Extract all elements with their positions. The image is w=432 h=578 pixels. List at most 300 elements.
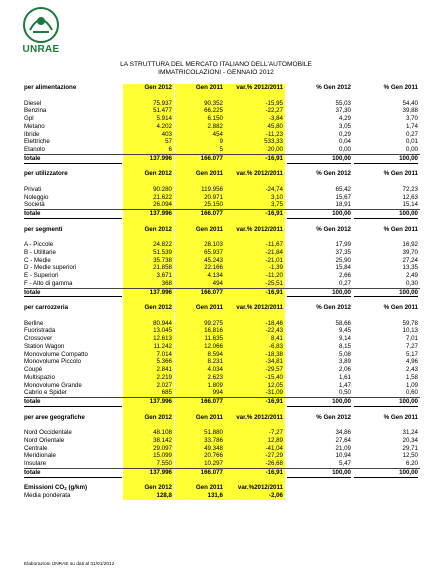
table-row xyxy=(24,131,420,139)
unrae-emblem-icon xyxy=(22,6,60,44)
column-header: % Gen 2012 xyxy=(316,84,351,91)
row-value: 11.635 xyxy=(175,335,225,343)
highlight-fill xyxy=(225,296,285,304)
highlight-fill xyxy=(225,233,285,241)
spacer-row xyxy=(24,477,420,485)
row-value: 4,29 xyxy=(338,115,351,122)
row-value: 38.142 xyxy=(123,437,174,445)
row-value: 90.280 xyxy=(123,186,174,194)
row-value: 4.134 xyxy=(175,272,225,280)
row-value: 5,47 xyxy=(338,460,351,467)
row-value: 35.738 xyxy=(123,257,174,265)
row-value: 1,58 xyxy=(405,373,418,381)
row-value: 15,14 xyxy=(402,201,418,209)
row-value: 9 xyxy=(175,138,225,146)
column-header: Gen 2011 xyxy=(175,304,225,312)
highlight-fill xyxy=(123,178,174,186)
table-row xyxy=(24,374,420,382)
row-label: Diesel xyxy=(24,99,42,107)
row-value: 2.882 xyxy=(175,123,225,131)
row-value: 4,96 xyxy=(405,358,418,366)
highlight-fill xyxy=(175,92,225,100)
row-value: 51.880 xyxy=(175,429,225,437)
spacer-row xyxy=(24,163,420,171)
row-value: 0,00 xyxy=(338,146,351,153)
section-header xyxy=(24,84,420,92)
row-value: -21,01 xyxy=(225,257,285,265)
table-row xyxy=(24,389,420,397)
total-row xyxy=(24,154,420,163)
row-value: 2.219 xyxy=(123,374,174,382)
row-label: E - Superiori xyxy=(24,272,59,279)
row-value: 12,63 xyxy=(402,193,418,201)
row-value: 2,06 xyxy=(338,366,351,373)
emissions-row xyxy=(24,492,420,500)
row-value: -24,74 xyxy=(225,186,285,194)
row-value: 1,74 xyxy=(405,122,418,130)
table-row xyxy=(24,320,420,328)
row-value: -11,23 xyxy=(225,131,285,139)
highlight-fill xyxy=(175,406,225,414)
total-value: 166.077 xyxy=(175,289,225,297)
highlight-fill xyxy=(225,477,285,485)
market-structure-table xyxy=(24,84,420,500)
row-value: 7.550 xyxy=(123,460,174,468)
spacer-row xyxy=(24,233,420,241)
column-header: Gen 2012 xyxy=(123,84,174,92)
highlight-fill xyxy=(225,406,285,414)
row-value: 80.944 xyxy=(123,320,174,328)
total-value: 137.996 xyxy=(123,210,174,218)
column-header: % Gen 2011 xyxy=(383,84,418,91)
highlight-fill xyxy=(123,233,174,241)
row-label: Nord Orientale xyxy=(24,436,65,444)
row-value: 0,27 xyxy=(405,130,418,138)
total-row xyxy=(24,288,420,297)
row-value: 8,41 xyxy=(225,335,285,343)
section-header xyxy=(24,304,420,312)
column-header: Gen 2012 xyxy=(123,304,174,312)
row-label: Centrale xyxy=(24,444,48,452)
row-value: 0,50 xyxy=(338,389,351,397)
row-value: 12,50 xyxy=(402,452,418,460)
row-label: Coupé xyxy=(24,366,43,373)
row-value: 10,94 xyxy=(335,452,351,460)
row-value: 0,29 xyxy=(338,130,351,138)
table-row xyxy=(24,366,420,374)
total-label: totale xyxy=(24,210,122,219)
column-header: % Gen 2011 xyxy=(383,413,418,421)
row-label: Berline xyxy=(24,319,44,327)
row-value: 20,00 xyxy=(225,146,285,154)
table-row xyxy=(24,280,420,288)
total-label: totale xyxy=(24,398,122,407)
row-value: 66.225 xyxy=(175,107,225,115)
highlight-fill xyxy=(175,178,225,186)
row-value: -26,68 xyxy=(225,460,285,468)
row-value: 0,04 xyxy=(338,138,351,146)
row-label: Noleggio xyxy=(24,193,49,201)
row-value: 27,64 xyxy=(335,436,351,444)
table-row xyxy=(24,115,420,123)
row-value: -22,27 xyxy=(225,107,285,115)
row-value: 27,24 xyxy=(402,256,418,264)
highlight-fill xyxy=(175,163,225,171)
row-value: -3,84 xyxy=(225,115,285,123)
spacer-row xyxy=(24,92,420,100)
row-label: Media ponderata xyxy=(24,492,71,499)
row-value: 7,27 xyxy=(405,342,418,350)
row-value: -6,83 xyxy=(225,343,285,351)
row-label: Monovolume Compatto xyxy=(24,350,88,358)
highlight-fill xyxy=(123,163,174,171)
table-row xyxy=(24,460,420,468)
row-value: 51.539 xyxy=(123,249,174,257)
row-value: 5.914 xyxy=(123,115,174,123)
total-label: totale xyxy=(24,469,122,478)
highlight-fill xyxy=(225,92,285,100)
row-value: 4.202 xyxy=(123,123,174,131)
total-value: 166.077 xyxy=(175,469,225,477)
row-label: Multispazio xyxy=(24,373,55,381)
row-value: -15,40 xyxy=(225,374,285,382)
spacer-row xyxy=(24,218,420,226)
section-label: per aree geografiche xyxy=(24,413,85,421)
table-row xyxy=(24,241,420,249)
table-row xyxy=(24,146,420,154)
total-value: 100,00 xyxy=(287,469,351,478)
column-header: Gen 2012 xyxy=(123,484,174,492)
report-title: LA STRUTTURA DEL MERCATO ITALIANO DELL'AUTOMOBILE xyxy=(120,61,312,68)
row-value: 8,15 xyxy=(338,342,351,350)
row-value: 1.809 xyxy=(175,382,225,390)
row-value: 3,05 xyxy=(338,122,351,130)
row-value: -15,95 xyxy=(225,100,285,108)
total-value: 166.077 xyxy=(175,210,225,218)
row-value: 24.822 xyxy=(123,241,174,249)
table-row xyxy=(24,264,420,272)
table-row xyxy=(24,194,420,202)
total-value: 100,00 xyxy=(287,155,351,164)
column-header: Gen 2012 xyxy=(123,226,174,234)
row-value: 99.275 xyxy=(175,320,225,328)
row-value: 7.014 xyxy=(123,351,174,359)
row-value: 29,71 xyxy=(402,444,418,452)
row-value: 3,89 xyxy=(338,358,351,366)
row-value: 5,17 xyxy=(405,350,418,358)
total-value: 100,00 xyxy=(354,469,418,478)
total-value: 137.996 xyxy=(123,469,174,477)
emissions-label xyxy=(24,484,122,492)
row-value: 9,14 xyxy=(338,335,351,342)
table-row xyxy=(24,107,420,115)
row-value: 9,45 xyxy=(338,327,351,335)
spacer-row xyxy=(24,406,420,414)
row-value: 7,01 xyxy=(405,335,418,342)
row-value: 2.841 xyxy=(123,366,174,374)
column-header: var.% 2012/2011 xyxy=(225,304,285,312)
highlight-fill xyxy=(123,312,174,320)
highlight-fill xyxy=(175,233,225,241)
row-value: 31,24 xyxy=(402,429,418,436)
row-value: 0,01 xyxy=(405,138,418,146)
total-value: -16,91 xyxy=(225,289,285,297)
table-row xyxy=(24,437,420,445)
emissions-label-subscript: 2 xyxy=(64,486,67,492)
row-value: 54,40 xyxy=(402,99,418,107)
row-value: 13.045 xyxy=(123,327,174,335)
total-value: 100,00 xyxy=(287,210,351,219)
table-row xyxy=(24,272,420,280)
total-value: -16,91 xyxy=(225,398,285,406)
row-value: 3,75 xyxy=(225,201,285,209)
row-value: 39,70 xyxy=(402,248,418,256)
section-header xyxy=(24,414,420,422)
row-value: -18,38 xyxy=(225,351,285,359)
row-label: Elettriche xyxy=(24,138,50,146)
total-value: 100,00 xyxy=(287,398,351,407)
highlight-fill xyxy=(175,421,225,429)
row-value: 34,86 xyxy=(335,429,351,436)
row-value: -7,27 xyxy=(225,429,285,437)
row-value: 5 xyxy=(175,146,225,154)
row-value: 13,35 xyxy=(402,264,418,272)
table-row xyxy=(24,138,420,146)
row-value: 11.242 xyxy=(123,343,174,351)
total-value: 166.077 xyxy=(175,155,225,163)
row-value: -25,51 xyxy=(225,280,285,288)
table-row xyxy=(24,335,420,343)
table-row xyxy=(24,123,420,131)
total-value: 100,00 xyxy=(354,398,418,407)
column-header: % Gen 2011 xyxy=(383,304,418,311)
row-label: Monovolume Piccolo xyxy=(24,358,82,366)
row-value: 39,88 xyxy=(402,107,418,115)
total-value: 137.996 xyxy=(123,155,174,163)
total-value: 166.077 xyxy=(175,398,225,406)
row-value: 37,35 xyxy=(335,248,351,256)
highlight-fill xyxy=(123,406,174,414)
row-value: 25.150 xyxy=(175,201,225,209)
column-header: Gen 2011 xyxy=(175,484,225,492)
spacer-row xyxy=(24,421,420,429)
row-value: 3,10 xyxy=(225,194,285,202)
total-value: 137.996 xyxy=(123,289,174,297)
table-row xyxy=(24,186,420,194)
section-label: per segmenti xyxy=(24,225,63,233)
row-value: 2.623 xyxy=(175,374,225,382)
emissions-label-unit: (g/km) xyxy=(66,484,88,492)
row-value: 10.297 xyxy=(175,460,225,468)
table-row xyxy=(24,351,420,359)
spacer-row xyxy=(24,296,420,304)
row-value: 90.352 xyxy=(175,100,225,108)
column-header: Gen 2011 xyxy=(175,414,225,422)
column-header: % Gen 2012 xyxy=(316,304,351,311)
row-value: 29.097 xyxy=(123,445,174,453)
row-label: Ibride xyxy=(24,130,40,138)
total-label: totale xyxy=(24,155,122,164)
row-value: 18,91 xyxy=(335,201,351,209)
row-value: 494 xyxy=(175,280,225,288)
column-header: % Gen 2012 xyxy=(316,170,351,178)
row-value: 20.971 xyxy=(175,194,225,202)
row-label: D - Medie superiori xyxy=(24,264,77,272)
total-label: totale xyxy=(24,289,122,298)
row-value: 994 xyxy=(175,389,225,397)
row-value: 2,49 xyxy=(405,272,418,279)
row-label: Insulare xyxy=(24,460,47,467)
row-value: 16,92 xyxy=(402,241,418,248)
table-row xyxy=(24,257,420,265)
row-label: Benzina xyxy=(24,107,47,115)
row-label: Monovolume Grande xyxy=(24,381,82,389)
row-value: 403 xyxy=(123,131,174,139)
highlight-fill xyxy=(123,218,174,226)
column-header: var.% 2012/2011 xyxy=(225,84,285,92)
row-value: 21.622 xyxy=(123,194,174,202)
row-value: 5,08 xyxy=(338,350,351,358)
row-value: 12.613 xyxy=(123,335,174,343)
total-value: 100,00 xyxy=(287,289,351,298)
column-header: Gen 2011 xyxy=(175,226,225,234)
emissions-header xyxy=(24,484,420,492)
row-value: 21.858 xyxy=(123,264,174,272)
total-value: -16,91 xyxy=(225,155,285,163)
total-row xyxy=(24,468,420,477)
row-value: 33.786 xyxy=(175,437,225,445)
table-row xyxy=(24,445,420,453)
table-row xyxy=(24,343,420,351)
row-value: -21,84 xyxy=(225,249,285,257)
row-label: Fuoristrada xyxy=(24,327,56,335)
row-value: 0,00 xyxy=(405,146,418,153)
row-value: 2,43 xyxy=(405,366,418,373)
row-value: -11,20 xyxy=(225,272,285,280)
row-value: 533,33 xyxy=(225,138,285,146)
row-value: 16.816 xyxy=(175,327,225,335)
row-value: 55,03 xyxy=(335,99,351,107)
row-value: 21,09 xyxy=(335,444,351,452)
section-label: per alimentazione xyxy=(24,84,77,91)
row-value: 15.099 xyxy=(123,452,174,460)
row-value: 15,84 xyxy=(335,264,351,272)
row-label: Crossover xyxy=(24,335,53,342)
row-value: 685 xyxy=(123,389,174,397)
row-value: 6 xyxy=(123,146,174,154)
column-header: var.% 2012/2011 xyxy=(225,414,285,422)
row-value: 1,09 xyxy=(405,381,418,389)
row-value: 58,66 xyxy=(335,319,351,327)
highlight-fill xyxy=(175,296,225,304)
column-header: % Gen 2012 xyxy=(316,225,351,233)
row-value: 8.231 xyxy=(175,358,225,366)
row-value: 5.366 xyxy=(123,358,174,366)
column-header: Gen 2011 xyxy=(175,84,225,92)
row-label: F - Alto di gamma xyxy=(24,279,73,287)
row-value: 454 xyxy=(175,131,225,139)
row-value: 6,20 xyxy=(405,460,418,467)
row-value: -29,57 xyxy=(225,366,285,374)
total-value: 137.996 xyxy=(123,398,174,406)
column-header: var.%2012/2011 xyxy=(225,484,285,492)
total-row xyxy=(24,397,420,406)
total-value: -16,91 xyxy=(225,469,285,477)
section-header xyxy=(24,170,420,178)
row-value: 12,05 xyxy=(225,382,285,390)
row-value: -34,81 xyxy=(225,358,285,366)
row-value: 119.956 xyxy=(175,186,225,194)
table-row xyxy=(24,382,420,390)
row-value: 6.150 xyxy=(175,115,225,123)
row-value: 4.034 xyxy=(175,366,225,374)
row-value: 22.166 xyxy=(175,264,225,272)
row-value: -41,04 xyxy=(225,445,285,453)
spacer-row xyxy=(24,312,420,320)
row-value: 2,66 xyxy=(338,272,351,279)
highlight-fill xyxy=(175,477,225,485)
row-value: 8.594 xyxy=(175,351,225,359)
row-value: 1,47 xyxy=(338,381,351,389)
row-value: 368 xyxy=(123,280,174,288)
row-value: -18,46 xyxy=(225,320,285,328)
total-value: 100,00 xyxy=(354,155,418,164)
highlight-fill xyxy=(123,477,174,485)
row-value: -22,43 xyxy=(225,327,285,335)
total-row xyxy=(24,209,420,218)
row-value: 28.103 xyxy=(175,241,225,249)
report-subtitle: IMMATRICOLAZIONI - GENNAIO 2012 xyxy=(158,69,274,76)
brand-name: UNRAE xyxy=(22,44,60,55)
section-label: per utilizzatore xyxy=(24,170,68,178)
row-value: 0,30 xyxy=(405,279,418,287)
row-label: Nord Occidentale xyxy=(24,429,72,436)
row-value: 51.477 xyxy=(123,107,174,115)
highlight-fill xyxy=(225,178,285,186)
row-value: -11,67 xyxy=(225,241,285,249)
row-value: 48.108 xyxy=(123,429,174,437)
highlight-fill xyxy=(225,218,285,226)
row-value: 15,67 xyxy=(335,193,351,201)
row-value: 25,90 xyxy=(335,256,351,264)
row-value: 17,99 xyxy=(335,241,351,248)
row-value: 10,13 xyxy=(402,327,418,335)
row-value: 57 xyxy=(123,138,174,146)
table-row xyxy=(24,358,420,366)
column-header: Gen 2012 xyxy=(123,170,174,178)
total-value: -16,91 xyxy=(225,210,285,218)
section-label: per carrozzeria xyxy=(24,304,69,311)
row-label: Station Wagon xyxy=(24,342,65,350)
row-value: 49.348 xyxy=(175,445,225,453)
row-value: 45.243 xyxy=(175,257,225,265)
column-header: var.% 2012/2011 xyxy=(225,170,285,178)
row-label: Metano xyxy=(24,122,45,130)
row-value: 75.937 xyxy=(123,100,174,108)
table-row xyxy=(24,452,420,460)
row-value: 12,89 xyxy=(225,437,285,445)
highlight-fill xyxy=(175,312,225,320)
row-label: B - Utilitarie xyxy=(24,248,56,256)
table-row xyxy=(24,327,420,335)
row-value: -31,09 xyxy=(225,389,285,397)
emissions-label-text: Emissioni CO xyxy=(24,484,65,492)
highlight-fill xyxy=(123,92,174,100)
unrae-logo xyxy=(16,6,66,60)
column-header: % Gen 2011 xyxy=(383,170,418,178)
table-row xyxy=(24,201,420,209)
table-row xyxy=(24,429,420,437)
